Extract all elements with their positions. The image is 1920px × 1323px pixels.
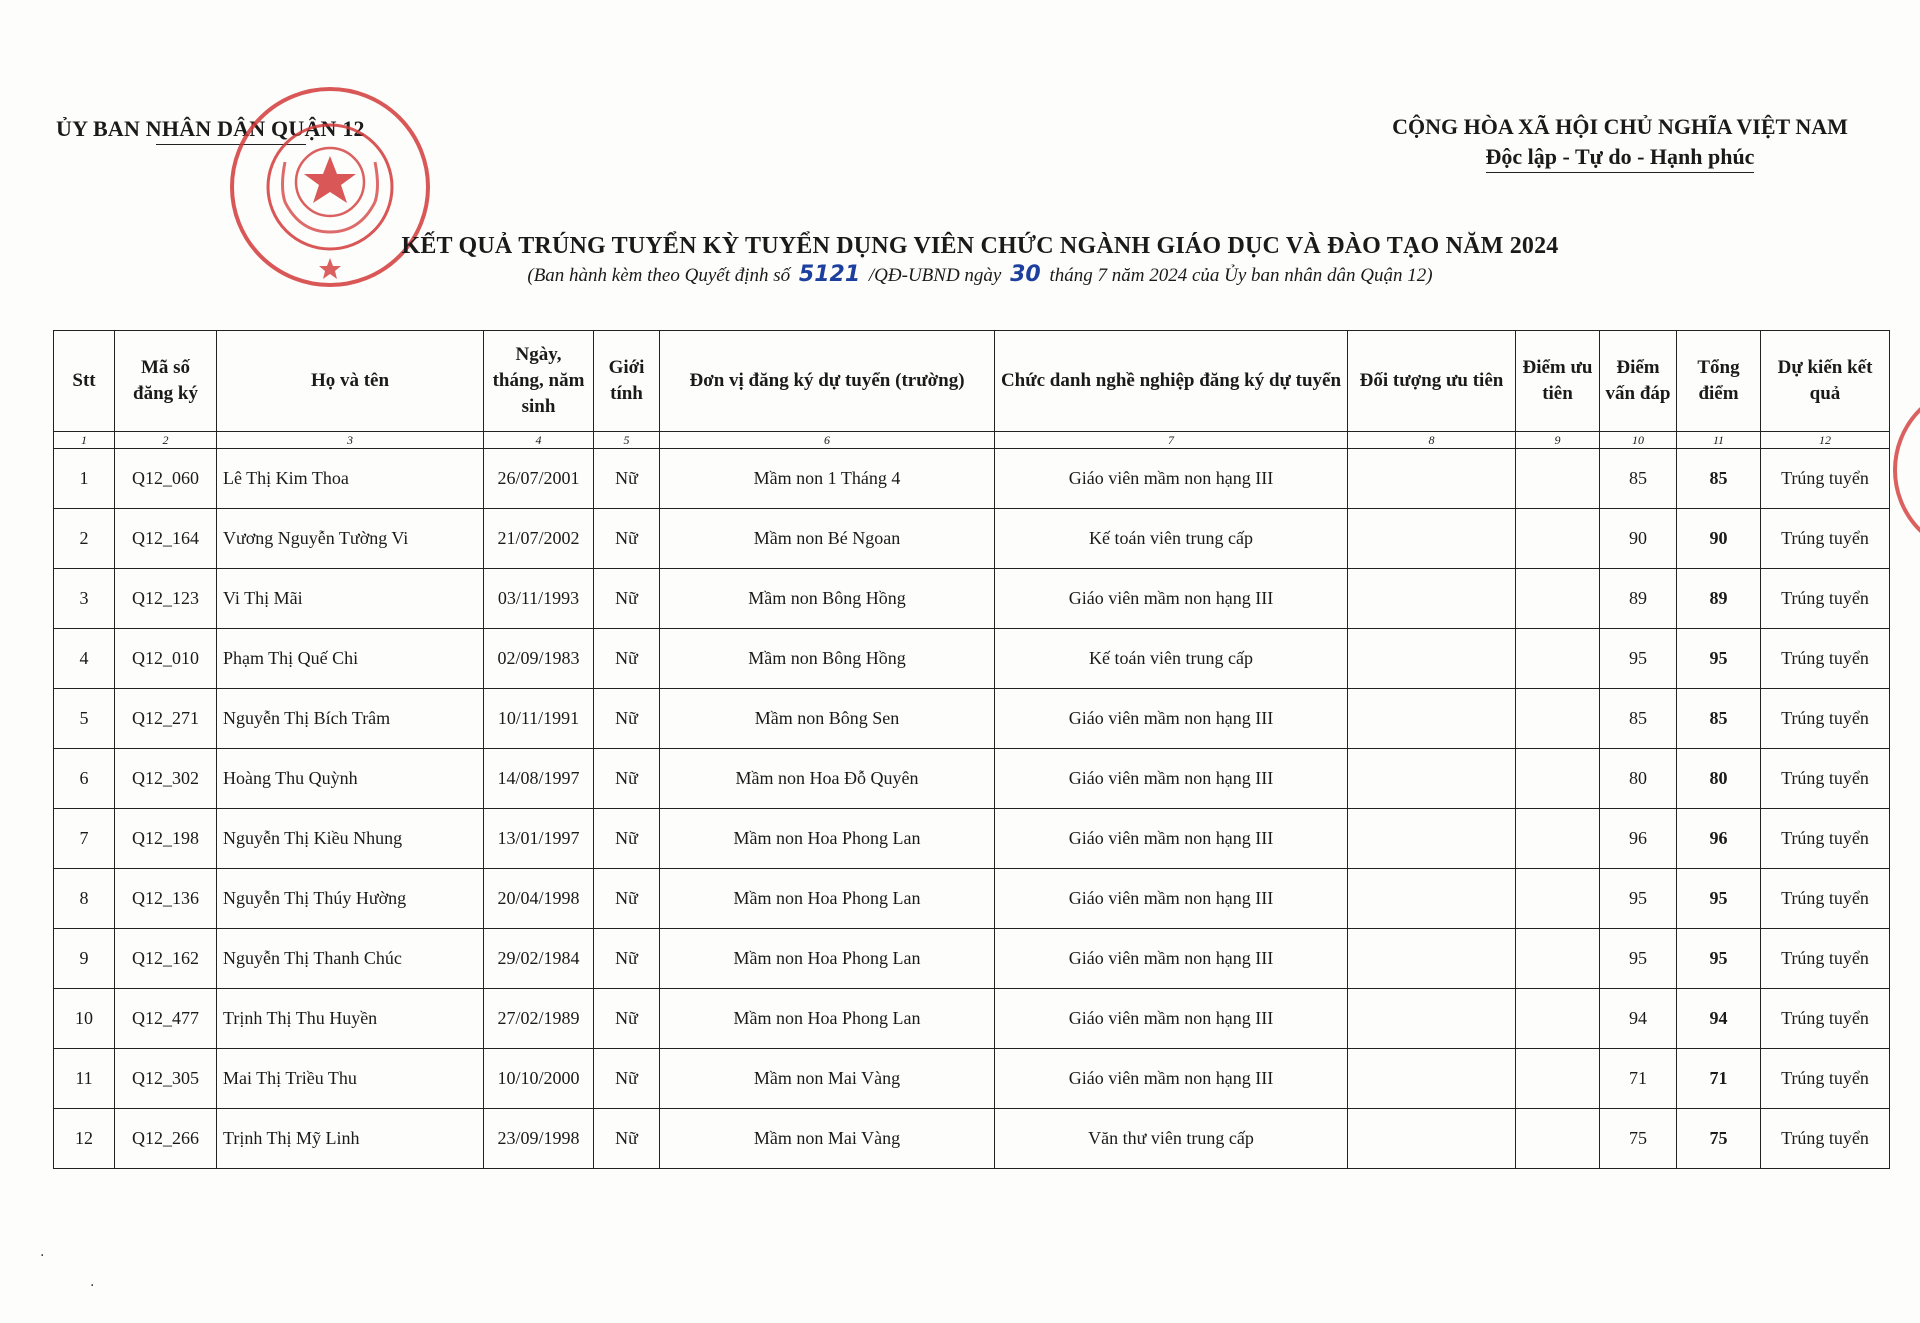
priority-group	[1348, 869, 1516, 929]
gender: Nữ	[594, 749, 660, 809]
registration-code: Q12_305	[115, 1049, 217, 1109]
column-number: 9	[1516, 432, 1600, 449]
priority-score	[1516, 689, 1600, 749]
total-score: 96	[1677, 809, 1761, 869]
table-body	[54, 449, 1890, 1169]
row-index: 5	[54, 689, 115, 749]
total-score: 89	[1677, 569, 1761, 629]
country-name: CỘNG HÒA XÃ HỘI CHỦ NGHĨA VIỆT NAM	[1392, 114, 1848, 139]
total-score: 90	[1677, 509, 1761, 569]
gender: Nữ	[594, 869, 660, 929]
column-number: 3	[217, 432, 484, 449]
column-header: Đối tượng ưu tiên	[1348, 331, 1516, 432]
job-position: Giáo viên mầm non hạng III	[995, 929, 1348, 989]
subtitle-part1: (Ban hành kèm theo Quyết định số	[527, 265, 791, 286]
priority-score	[1516, 509, 1600, 569]
registration-code: Q12_136	[115, 869, 217, 929]
gender: Nữ	[594, 449, 660, 509]
priority-score	[1516, 449, 1600, 509]
row-index: 4	[54, 629, 115, 689]
issuing-authority-text: ỦY BAN NHÂN DÂN QUẬN 12	[56, 116, 365, 141]
column-header: Ngày, tháng, năm sinh	[484, 331, 594, 432]
priority-score	[1516, 569, 1600, 629]
table-row	[54, 449, 1890, 509]
registration-code: Q12_010	[115, 629, 217, 689]
column-header: Điểm ưu tiên	[1516, 331, 1600, 432]
table-row	[54, 989, 1890, 1049]
gender: Nữ	[594, 929, 660, 989]
priority-group	[1348, 809, 1516, 869]
registration-code: Q12_266	[115, 1109, 217, 1169]
table-row	[54, 689, 1890, 749]
job-position: Giáo viên mầm non hạng III	[995, 809, 1348, 869]
date-of-birth: 10/11/1991	[484, 689, 594, 749]
priority-score	[1516, 1049, 1600, 1109]
date-of-birth: 02/09/1983	[484, 629, 594, 689]
gender: Nữ	[594, 629, 660, 689]
candidate-name: Nguyễn Thị Thanh Chúc	[217, 929, 484, 989]
date-of-birth: 26/07/2001	[484, 449, 594, 509]
priority-group	[1348, 629, 1516, 689]
priority-group	[1348, 989, 1516, 1049]
school-unit: Mầm non Mai Vàng	[660, 1049, 995, 1109]
interview-score: 89	[1600, 569, 1677, 629]
school-unit: Mầm non Bé Ngoan	[660, 509, 995, 569]
official-seal-stamp	[225, 82, 435, 292]
decision-day: 30	[1010, 262, 1041, 287]
row-index: 6	[54, 749, 115, 809]
priority-group	[1348, 449, 1516, 509]
row-index: 12	[54, 1109, 115, 1169]
date-of-birth: 03/11/1993	[484, 569, 594, 629]
document-title: KẾT QUẢ TRÚNG TUYỂN KỲ TUYỂN DỤNG VIÊN CHỨC NGÀNH GIÁO DỤC VÀ ĐÀO TẠO NĂM 2024	[401, 233, 1559, 259]
candidate-name: Lê Thị Kim Thoa	[217, 449, 484, 509]
registration-code: Q12_123	[115, 569, 217, 629]
column-header: Stt	[54, 331, 115, 432]
column-number: 8	[1348, 432, 1516, 449]
registration-code: Q12_164	[115, 509, 217, 569]
table-row	[54, 1049, 1890, 1109]
subtitle-part3: tháng 7 năm 2024 của Ủy ban nhân dân Quận 12)	[1049, 265, 1433, 286]
candidate-name: Mai Thị Triều Thu	[217, 1049, 484, 1109]
expected-result: Trúng tuyển	[1761, 809, 1890, 869]
column-header: Họ và tên	[217, 331, 484, 432]
gender: Nữ	[594, 689, 660, 749]
school-unit: Mầm non 1 Tháng 4	[660, 449, 995, 509]
decision-number: 5121	[798, 262, 861, 287]
column-number: 4	[484, 432, 594, 449]
priority-score	[1516, 809, 1600, 869]
column-header: Điểm vấn đáp	[1600, 331, 1677, 432]
total-score: 94	[1677, 989, 1761, 1049]
priority-group	[1348, 1049, 1516, 1109]
date-of-birth: 14/08/1997	[484, 749, 594, 809]
priority-group	[1348, 929, 1516, 989]
column-header: Chức danh nghề nghiệp đăng ký dự tuyển	[995, 331, 1348, 432]
motto-line: Độc lập - Tự do - Hạnh phúc	[1486, 144, 1755, 173]
interview-score: 75	[1600, 1109, 1677, 1169]
candidate-name: Nguyễn Thị Thúy Hường	[217, 869, 484, 929]
total-score: 71	[1677, 1049, 1761, 1109]
job-position: Kế toán viên trung cấp	[995, 629, 1348, 689]
interview-score: 94	[1600, 989, 1677, 1049]
scan-speck: ·	[40, 1248, 45, 1264]
school-unit: Mầm non Hoa Phong Lan	[660, 869, 995, 929]
row-index: 1	[54, 449, 115, 509]
column-number: 1	[54, 432, 115, 449]
national-motto	[1380, 114, 1860, 173]
school-unit: Mầm non Hoa Phong Lan	[660, 929, 995, 989]
interview-score: 71	[1600, 1049, 1677, 1109]
column-header: Đơn vị đăng ký dự tuyển (trường)	[660, 331, 995, 432]
expected-result: Trúng tuyển	[1761, 629, 1890, 689]
priority-score	[1516, 629, 1600, 689]
date-of-birth: 10/10/2000	[484, 1049, 594, 1109]
priority-score	[1516, 989, 1600, 1049]
total-score: 95	[1677, 869, 1761, 929]
interview-score: 80	[1600, 749, 1677, 809]
date-of-birth: 20/04/1998	[484, 869, 594, 929]
column-number: 2	[115, 432, 217, 449]
job-position: Kế toán viên trung cấp	[995, 509, 1348, 569]
job-position: Giáo viên mầm non hạng III	[995, 869, 1348, 929]
job-position: Giáo viên mầm non hạng III	[995, 989, 1348, 1049]
column-number: 7	[995, 432, 1348, 449]
priority-score	[1516, 869, 1600, 929]
registration-code: Q12_162	[115, 929, 217, 989]
column-number-row	[54, 432, 1890, 449]
registration-code: Q12_302	[115, 749, 217, 809]
gender: Nữ	[594, 809, 660, 869]
job-position: Giáo viên mầm non hạng III	[995, 569, 1348, 629]
job-position: Văn thư viên trung cấp	[995, 1109, 1348, 1169]
column-header: Tổng điểm	[1677, 331, 1761, 432]
date-of-birth: 21/07/2002	[484, 509, 594, 569]
expected-result: Trúng tuyển	[1761, 749, 1890, 809]
priority-score	[1516, 1109, 1600, 1169]
candidate-name: Vi Thị Mãi	[217, 569, 484, 629]
total-score: 95	[1677, 929, 1761, 989]
column-number: 10	[1600, 432, 1677, 449]
date-of-birth: 29/02/1984	[484, 929, 594, 989]
interview-score: 95	[1600, 629, 1677, 689]
candidate-name: Nguyễn Thị Kiều Nhung	[217, 809, 484, 869]
table-row	[54, 869, 1890, 929]
date-of-birth: 27/02/1989	[484, 989, 594, 1049]
column-header: Giới tính	[594, 331, 660, 432]
priority-score	[1516, 749, 1600, 809]
column-number: 11	[1677, 432, 1761, 449]
candidate-name: Vương Nguyễn Tường Vi	[217, 509, 484, 569]
expected-result: Trúng tuyển	[1761, 569, 1890, 629]
job-position: Giáo viên mầm non hạng III	[995, 449, 1348, 509]
table-row	[54, 509, 1890, 569]
date-of-birth: 23/09/1998	[484, 1109, 594, 1169]
candidate-name: Phạm Thị Quế Chi	[217, 629, 484, 689]
table-header-row	[54, 331, 1890, 432]
scan-speck: ·	[90, 1278, 95, 1294]
school-unit: Mầm non Hoa Đỗ Quyên	[660, 749, 995, 809]
interview-score: 90	[1600, 509, 1677, 569]
priority-group	[1348, 569, 1516, 629]
gender: Nữ	[594, 509, 660, 569]
job-position: Giáo viên mầm non hạng III	[995, 689, 1348, 749]
school-unit: Mầm non Hoa Phong Lan	[660, 809, 995, 869]
priority-score	[1516, 929, 1600, 989]
candidate-name: Trịnh Thị Thu Huyền	[217, 989, 484, 1049]
job-position: Giáo viên mầm non hạng III	[995, 749, 1348, 809]
date-of-birth: 13/01/1997	[484, 809, 594, 869]
priority-group	[1348, 509, 1516, 569]
interview-score: 95	[1600, 929, 1677, 989]
interview-score: 85	[1600, 449, 1677, 509]
candidate-name: Trịnh Thị Mỹ Linh	[217, 1109, 484, 1169]
table-row	[54, 1109, 1890, 1169]
row-index: 9	[54, 929, 115, 989]
school-unit: Mầm non Bông Hồng	[660, 629, 995, 689]
registration-code: Q12_060	[115, 449, 217, 509]
total-score: 85	[1677, 449, 1761, 509]
registration-code: Q12_271	[115, 689, 217, 749]
expected-result: Trúng tuyển	[1761, 989, 1890, 1049]
gender: Nữ	[594, 1109, 660, 1169]
row-index: 10	[54, 989, 115, 1049]
row-index: 3	[54, 569, 115, 629]
total-score: 80	[1677, 749, 1761, 809]
school-unit: Mầm non Bông Hồng	[660, 569, 995, 629]
column-number: 5	[594, 432, 660, 449]
candidate-name: Hoàng Thu Quỳnh	[217, 749, 484, 809]
row-index: 2	[54, 509, 115, 569]
table-row	[54, 569, 1890, 629]
document-subtitle	[330, 262, 1630, 287]
school-unit: Mầm non Hoa Phong Lan	[660, 989, 995, 1049]
table-row	[54, 809, 1890, 869]
column-header: Mã số đăng ký	[115, 331, 217, 432]
school-unit: Mầm non Mai Vàng	[660, 1109, 995, 1169]
candidate-name: Nguyễn Thị Bích Trâm	[217, 689, 484, 749]
interview-score: 95	[1600, 869, 1677, 929]
column-number: 12	[1761, 432, 1890, 449]
expected-result: Trúng tuyển	[1761, 929, 1890, 989]
total-score: 85	[1677, 689, 1761, 749]
table-row	[54, 929, 1890, 989]
priority-group	[1348, 689, 1516, 749]
gender: Nữ	[594, 1049, 660, 1109]
school-unit: Mầm non Bông Sen	[660, 689, 995, 749]
job-position: Giáo viên mầm non hạng III	[995, 1049, 1348, 1109]
gender: Nữ	[594, 989, 660, 1049]
row-index: 8	[54, 869, 115, 929]
row-index: 7	[54, 809, 115, 869]
registration-code: Q12_477	[115, 989, 217, 1049]
table-row	[54, 749, 1890, 809]
expected-result: Trúng tuyển	[1761, 689, 1890, 749]
expected-result: Trúng tuyển	[1761, 869, 1890, 929]
interview-score: 85	[1600, 689, 1677, 749]
interview-score: 96	[1600, 809, 1677, 869]
expected-result: Trúng tuyển	[1761, 1049, 1890, 1109]
total-score: 75	[1677, 1109, 1761, 1169]
table-row	[54, 629, 1890, 689]
priority-group	[1348, 749, 1516, 809]
expected-result: Trúng tuyển	[1761, 509, 1890, 569]
row-index: 11	[54, 1049, 115, 1109]
subtitle-part2: /QĐ-UBND ngày	[868, 265, 1002, 286]
priority-group	[1348, 1109, 1516, 1169]
total-score: 95	[1677, 629, 1761, 689]
expected-result: Trúng tuyển	[1761, 1109, 1890, 1169]
column-header: Dự kiến kết quả	[1761, 331, 1890, 432]
registration-code: Q12_198	[115, 809, 217, 869]
column-number: 6	[660, 432, 995, 449]
results-table	[53, 330, 1890, 1169]
expected-result: Trúng tuyển	[1761, 449, 1890, 509]
gender: Nữ	[594, 569, 660, 629]
